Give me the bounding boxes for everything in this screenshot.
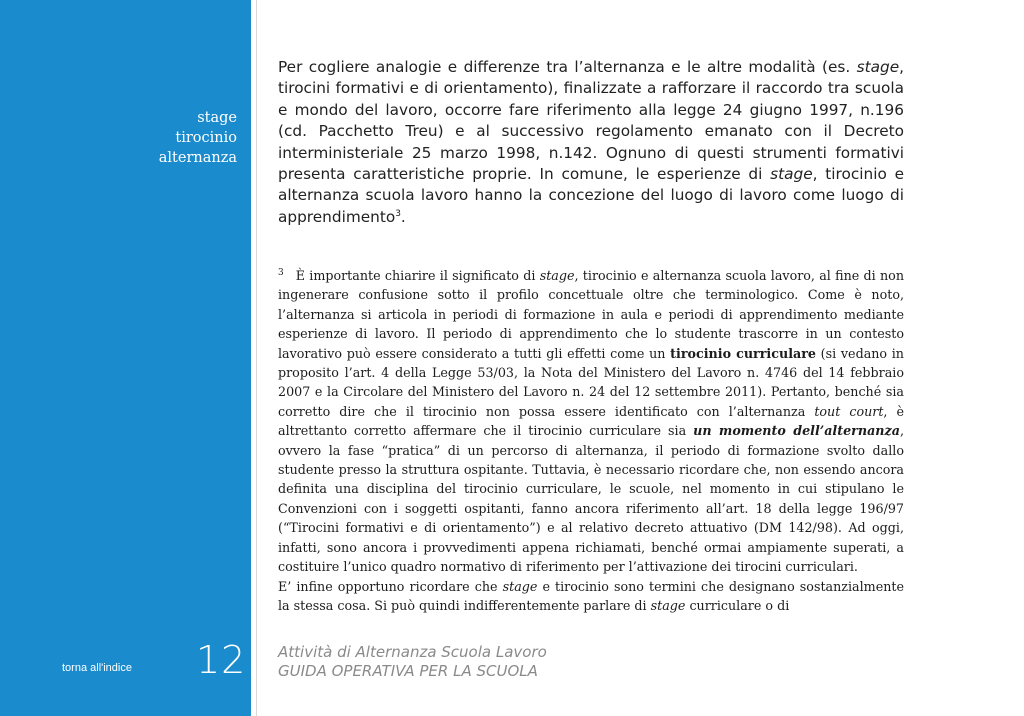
footnote-number: 3 bbox=[278, 267, 284, 278]
footnote-italic: tout court bbox=[814, 403, 884, 419]
footnote-text: È importante chiarire il significato di bbox=[295, 268, 540, 283]
sidebar bbox=[0, 0, 251, 716]
page-footer bbox=[278, 643, 547, 681]
footer-subtitle: GUIDA OPERATIVA PER LA SCUOLA bbox=[278, 662, 538, 680]
sidebar-divider bbox=[251, 0, 257, 716]
intro-text: , tirocinio e alternanza scuola lavoro hanno la concezione del luogo di lavoro come luogo di apprendimento bbox=[278, 165, 904, 226]
keyword-stage: stage bbox=[197, 110, 237, 126]
back-to-index-link[interactable]: torna all'indice bbox=[62, 662, 132, 674]
keyword-alternanza: alternanza bbox=[158, 150, 237, 166]
footnote-text: , è altrettanto corretto affermare che il tirocinio curriculare sia bbox=[278, 403, 904, 439]
intro-paragraph bbox=[278, 57, 904, 228]
intro-text: , tirocini formativi e di orientamento), finalizzate a rafforzare il raccordo tra scuola e mondo del lavoro, occorre fare riferimento alla legge 24 giugno 1997, n.196 (cd. Pacchetto Treu) e al successivo regolamento emanato con il Decreto interministeriale 25 marzo 1998, n.142. Ognuno di questi strumenti formativi presenta caratteristiche proprie. In comune, le esperienze di bbox=[278, 58, 904, 184]
footnote-text: (si vedano in proposito l’art. 4 della Legge 53/03, la Nota del Ministero del Lavoro n. 4746 del 14 febbraio 2007 e la Circolare del Ministero del Lavoro n. 24 del 12 settembre 2011). Pertanto, benché sia corretto dire che il tirocinio non possa essere identificato con l’alternanza bbox=[278, 345, 904, 419]
footnote-text: , tirocinio e alternanza scuola lavoro, al fine di non ingenerare confusione sotto il profilo concettuale oltre che terminologico. Come è noto, l’alternanza si articola in periodi di formazione in aula e periodi di apprendimento mediante esperienze di lavoro. Il periodo di apprendimento che lo studente trascorre in un contesto lavorativo può essere considerato a tutti gli effetti come un bbox=[278, 268, 904, 361]
footnote-italic: stage bbox=[502, 578, 538, 594]
footnote-reference[interactable]: 3 bbox=[395, 208, 401, 219]
keyword-tirocinio: tirocinio bbox=[175, 130, 237, 146]
footnote-text: , ovvero la fase “pratica” di un percorso di alternanza, il periodo di formazione svolto dallo studente presso la struttura ospitante. Tuttavia, è necessario ricordare che, non essendo ancora definita una disciplina del tirocinio curriculare, le scuole, nel momento in cui stipulano le Convenzioni con i soggetti ospitanti, fanno ancora riferimento all’art. 18 della legge 196/97 (“Tirocini formativi e di orientamento”) e al relativo decreto attuativo (DM 142/98). Ad oggi, infatti, sono ancora i provvedimenti appena richiamati, benché ormai ampiamente superati, a costituire l’unico quadro normativo di riferimento per l’attivazione dei tirocini curriculari. bbox=[278, 423, 904, 575]
footnote-text: e tirocinio sono termini che designano sostanzialmente la stessa cosa. Si può quindi indifferentemente parlare di bbox=[278, 578, 904, 613]
footnote-text: curriculare o di bbox=[685, 597, 790, 613]
intro-text: . bbox=[400, 207, 406, 226]
intro-italic-term: stage bbox=[856, 58, 900, 76]
keyword-list bbox=[159, 108, 237, 168]
page-number: 12 bbox=[196, 638, 247, 682]
footnote-text: E’ infine opportuno ricordare che bbox=[278, 578, 503, 594]
footnote-italic: stage bbox=[539, 268, 575, 283]
intro-text: Per cogliere analogie e differenze tra l’alternanza e le altre modalità (es. bbox=[278, 58, 857, 76]
footnote-bold-italic: un momento dell’alternanza bbox=[693, 423, 900, 439]
footnote bbox=[278, 266, 904, 615]
intro-italic-term: stage bbox=[770, 165, 813, 184]
footnote-bold: tirocinio curriculare bbox=[670, 345, 816, 361]
footnote-italic: stage bbox=[650, 597, 686, 613]
footer-title: Attività di Alternanza Scuola Lavoro bbox=[278, 643, 547, 661]
